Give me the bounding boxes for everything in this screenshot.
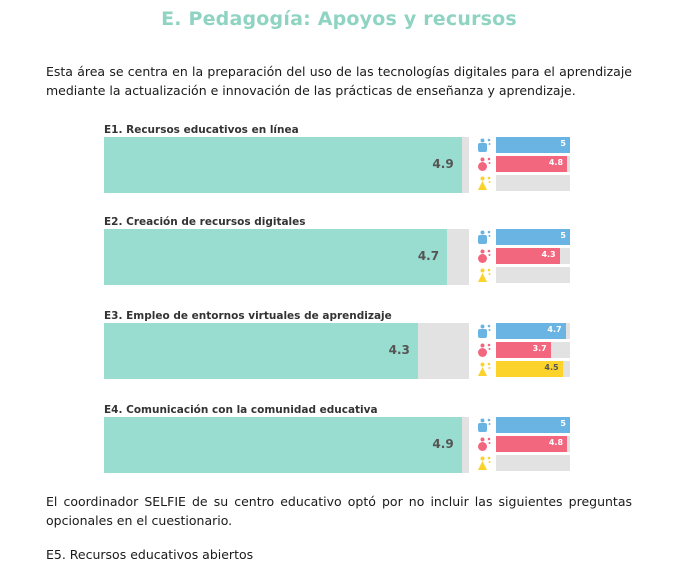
series-value-label: 5: [560, 139, 566, 148]
teacher-icon: [476, 229, 492, 245]
series-bar-track: [496, 342, 570, 358]
category-label: E2. Creación de recursos digitales: [104, 216, 306, 228]
series-bar-track: [496, 436, 570, 452]
overall-value-label: 4.9: [432, 157, 454, 171]
category-label: E3. Empleo de entornos virtuales de aprendizaje: [104, 310, 392, 322]
student-icon: [476, 248, 492, 264]
page-title: E. Pedagogía: Apoyos y recursos: [161, 8, 517, 30]
series-value-label: 4.3: [541, 250, 556, 259]
series-bar-track: [496, 323, 570, 339]
overall-bar-track: [104, 323, 469, 379]
overall-value-label: 4.3: [388, 343, 410, 357]
student-icon: [476, 156, 492, 172]
leader-icon: [476, 455, 492, 471]
overall-bar-track: [104, 417, 469, 473]
student-icon: [476, 436, 492, 452]
teacher-icon: [476, 417, 492, 433]
intro-text: Esta área se centra en la preparación del uso de las tecnologías digitales para el aprendizaje mediante la actualización e innovación de las prácticas de enseñanza y aprendizaje.: [46, 64, 632, 98]
footer-item-e5: E5. Recursos educativos abiertos: [46, 547, 254, 562]
leader-icon: [476, 175, 492, 191]
teacher-icon: [476, 137, 492, 153]
series-value-label: 4.5: [544, 363, 559, 372]
category-label: E4. Comunicación con la comunidad educativa: [104, 404, 378, 416]
footer-text: El coordinador SELFIE de su centro educativo optó por no incluir las siguientes preguntas opcionales en el cuestionario.: [46, 494, 632, 528]
series-bar-track: [496, 175, 570, 191]
overall-bar: [104, 229, 447, 285]
series-value-label: 4.8: [548, 158, 564, 167]
overall-bar: [104, 417, 462, 473]
series-value-label: 4.7: [547, 325, 562, 334]
overall-value-label: 4.9: [432, 437, 454, 451]
series-value-label: 5: [560, 231, 566, 240]
leader-icon: [476, 267, 492, 283]
series-bar-track: [496, 267, 570, 283]
series-value-label: 3.7: [532, 344, 547, 353]
series-bar-track: [496, 455, 570, 471]
overall-bar: [104, 137, 462, 193]
series-value-label: 5: [560, 419, 566, 428]
student-icon: [476, 342, 492, 358]
series-bar-track: [496, 137, 570, 153]
overall-value-label: 4.7: [417, 249, 440, 263]
series-bar-track: [496, 248, 570, 264]
overall-bar-track: [104, 137, 469, 193]
leader-icon: [476, 361, 492, 377]
series-bar-track: [496, 361, 570, 377]
overall-bar-track: [104, 229, 469, 285]
category-label: E1. Recursos educativos en línea: [104, 124, 299, 136]
series-bar-track: [496, 229, 570, 245]
series-bar-track: [496, 156, 570, 172]
teacher-icon: [476, 323, 492, 339]
series-value-label: 4.8: [548, 438, 564, 447]
series-bar-track: [496, 417, 570, 433]
